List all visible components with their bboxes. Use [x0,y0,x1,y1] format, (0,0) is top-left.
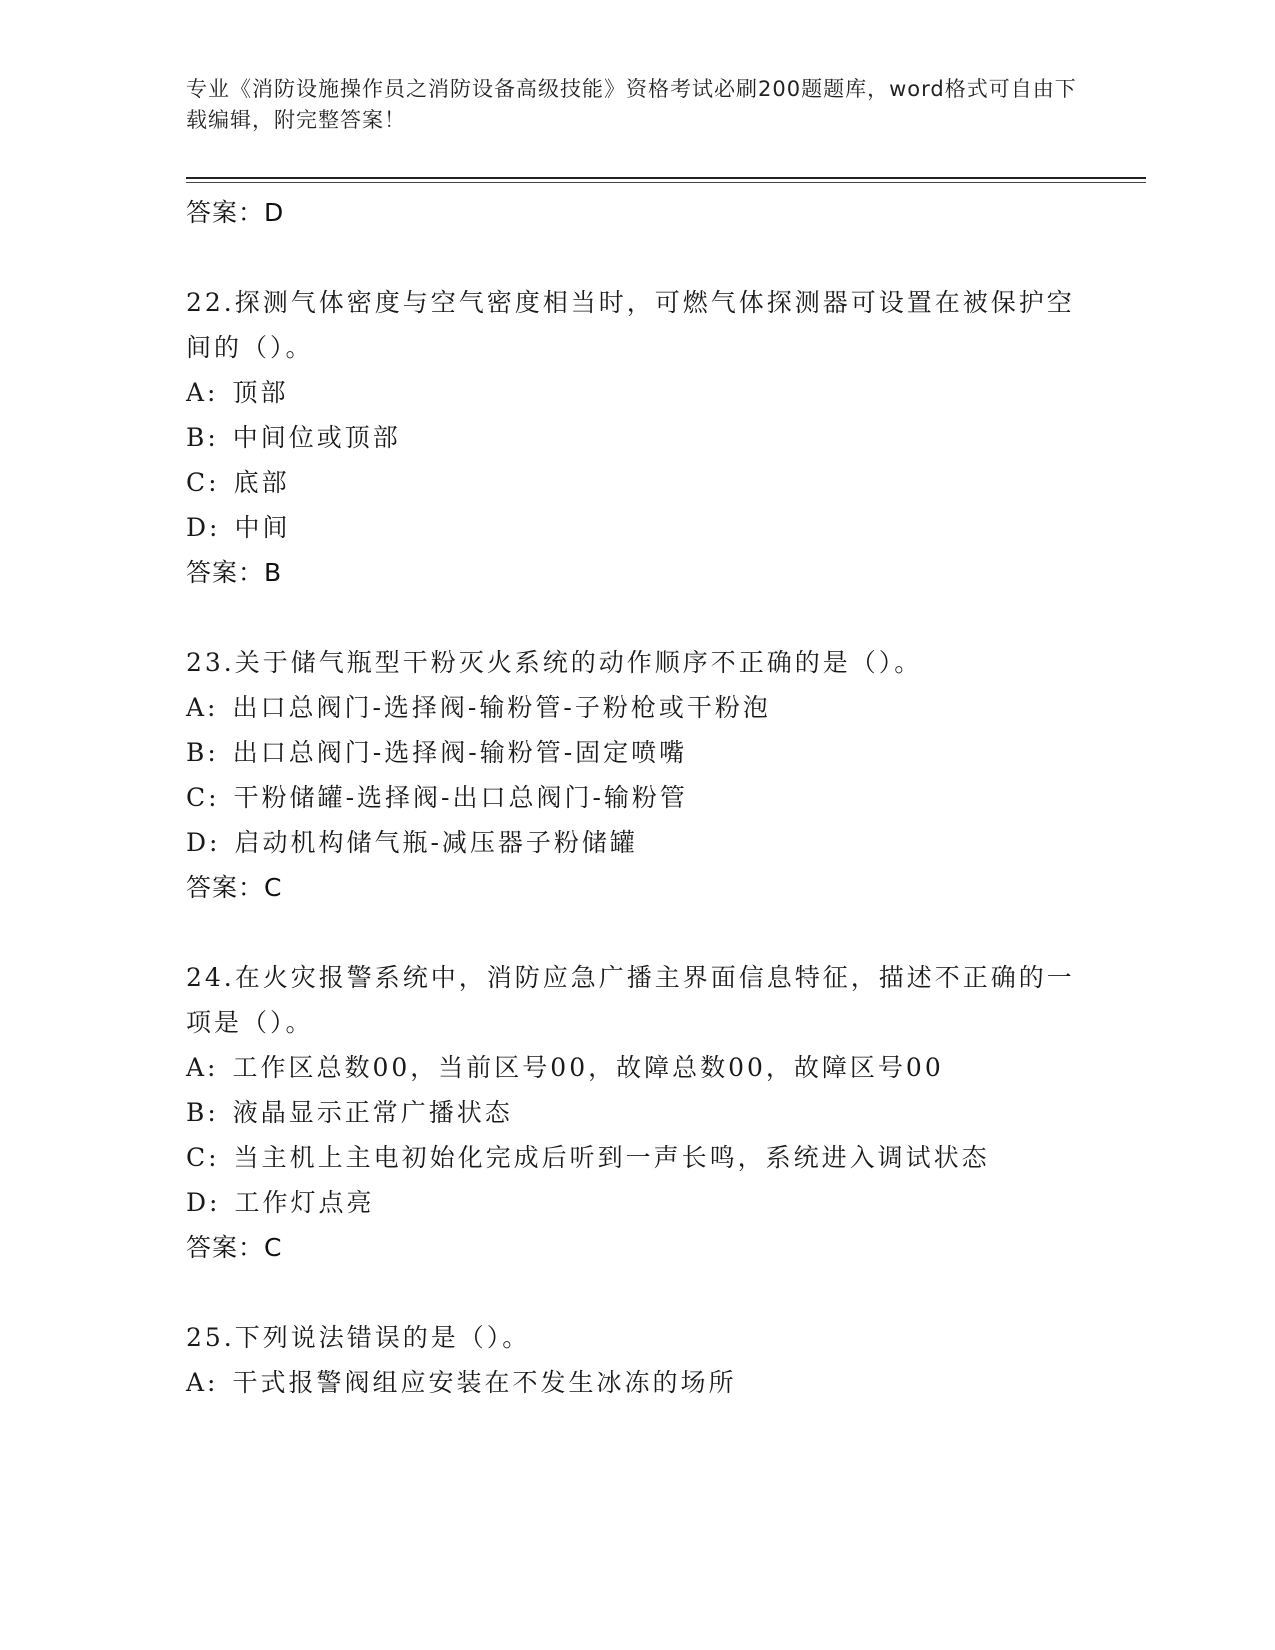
answer-label: 答案： [186,558,265,587]
question-list [186,190,1086,1405]
question-24 [186,955,1086,1270]
option-d [186,820,1086,865]
option-text: 工作灯点亮 [234,1188,375,1217]
answer-value: C [264,1233,283,1262]
option-text: 中间 [234,513,291,542]
option-letter: A: [186,1368,219,1397]
question-stem: 25.下列说法错误的是（）。 [186,1323,531,1352]
option-text: 出口总阀门-选择阀-输粉管-固定喷嘴 [232,738,688,767]
option-letter: D: [186,828,221,857]
option-letter: B: [186,423,219,452]
option-text: 中间位或顶部 [232,423,401,452]
option-text: 干粉储罐-选择阀-出口总阀门-输粉管 [233,783,688,812]
option-text: 当主机上主电初始化完成后听到一声长鸣，系统进入调试状态 [233,1143,990,1172]
header-divider-thick [186,177,1146,179]
answer-value: C [264,873,283,902]
answer-line [186,865,1086,910]
option-letter: D: [186,1188,221,1217]
option-c [186,460,1086,505]
document-header: 专业《消防设施操作员之消防设备高级技能》资格考试必刷200题题库，word格式可自由下载编辑，附完整答案！ [186,77,1077,132]
option-b [186,415,1086,460]
question-stem: 22.探测气体密度与空气密度相当时，可燃气体探测器可设置在被保护空间的（）。 [186,288,1075,362]
spacer [186,910,1086,955]
option-b [186,1090,1086,1135]
option-letter: B: [186,738,219,767]
answer-line-21 [186,190,1086,235]
option-text: 液晶显示正常广播状态 [232,1098,513,1127]
answer-label: 答案： [186,1233,265,1262]
question-25 [186,1315,1086,1405]
answer-value: B [264,558,283,587]
answer-line [186,1225,1086,1270]
option-text: 工作区总数00，当前区号00，故障总数00，故障区号00 [232,1053,944,1082]
spacer [186,1270,1086,1315]
question-22 [186,280,1086,595]
option-letter: A: [186,1053,219,1082]
option-d [186,505,1086,550]
answer-label: 答案： [186,198,265,227]
question-stem: 23.关于储气瓶型干粉灭火系统的动作顺序不正确的是（）。 [186,648,923,677]
spacer [186,595,1086,640]
option-text: 出口总阀门-选择阀-输粉管-子粉枪或干粉泡 [232,693,771,722]
answer-label: 答案： [186,873,265,902]
option-letter: C: [186,468,220,497]
option-a [186,370,1086,415]
question-23 [186,640,1086,910]
option-letter: C: [186,783,220,812]
option-c [186,775,1086,820]
answer-value: D [264,198,285,227]
option-letter: C: [186,1143,220,1172]
option-text: 干式报警阀组应安装在不发生冰冻的场所 [232,1368,737,1397]
option-a [186,685,1086,730]
spacer [186,235,1086,280]
option-a [186,1045,1086,1090]
option-letter: B: [186,1098,219,1127]
option-b [186,730,1086,775]
option-d [186,1180,1086,1225]
question-stem: 24.在火灾报警系统中，消防应急广播主界面信息特征，描述不正确的一项是（）。 [186,963,1075,1037]
answer-line [186,550,1086,595]
header-divider-thin [186,182,1146,183]
option-text: 启动机构储气瓶-减压器子粉储罐 [234,828,638,857]
option-letter: D: [186,513,221,542]
option-letter: A: [186,693,219,722]
option-text: 顶部 [232,378,289,407]
option-c [186,1135,1086,1180]
option-a [186,1360,1086,1405]
option-letter: A: [186,378,219,407]
option-text: 底部 [233,468,290,497]
